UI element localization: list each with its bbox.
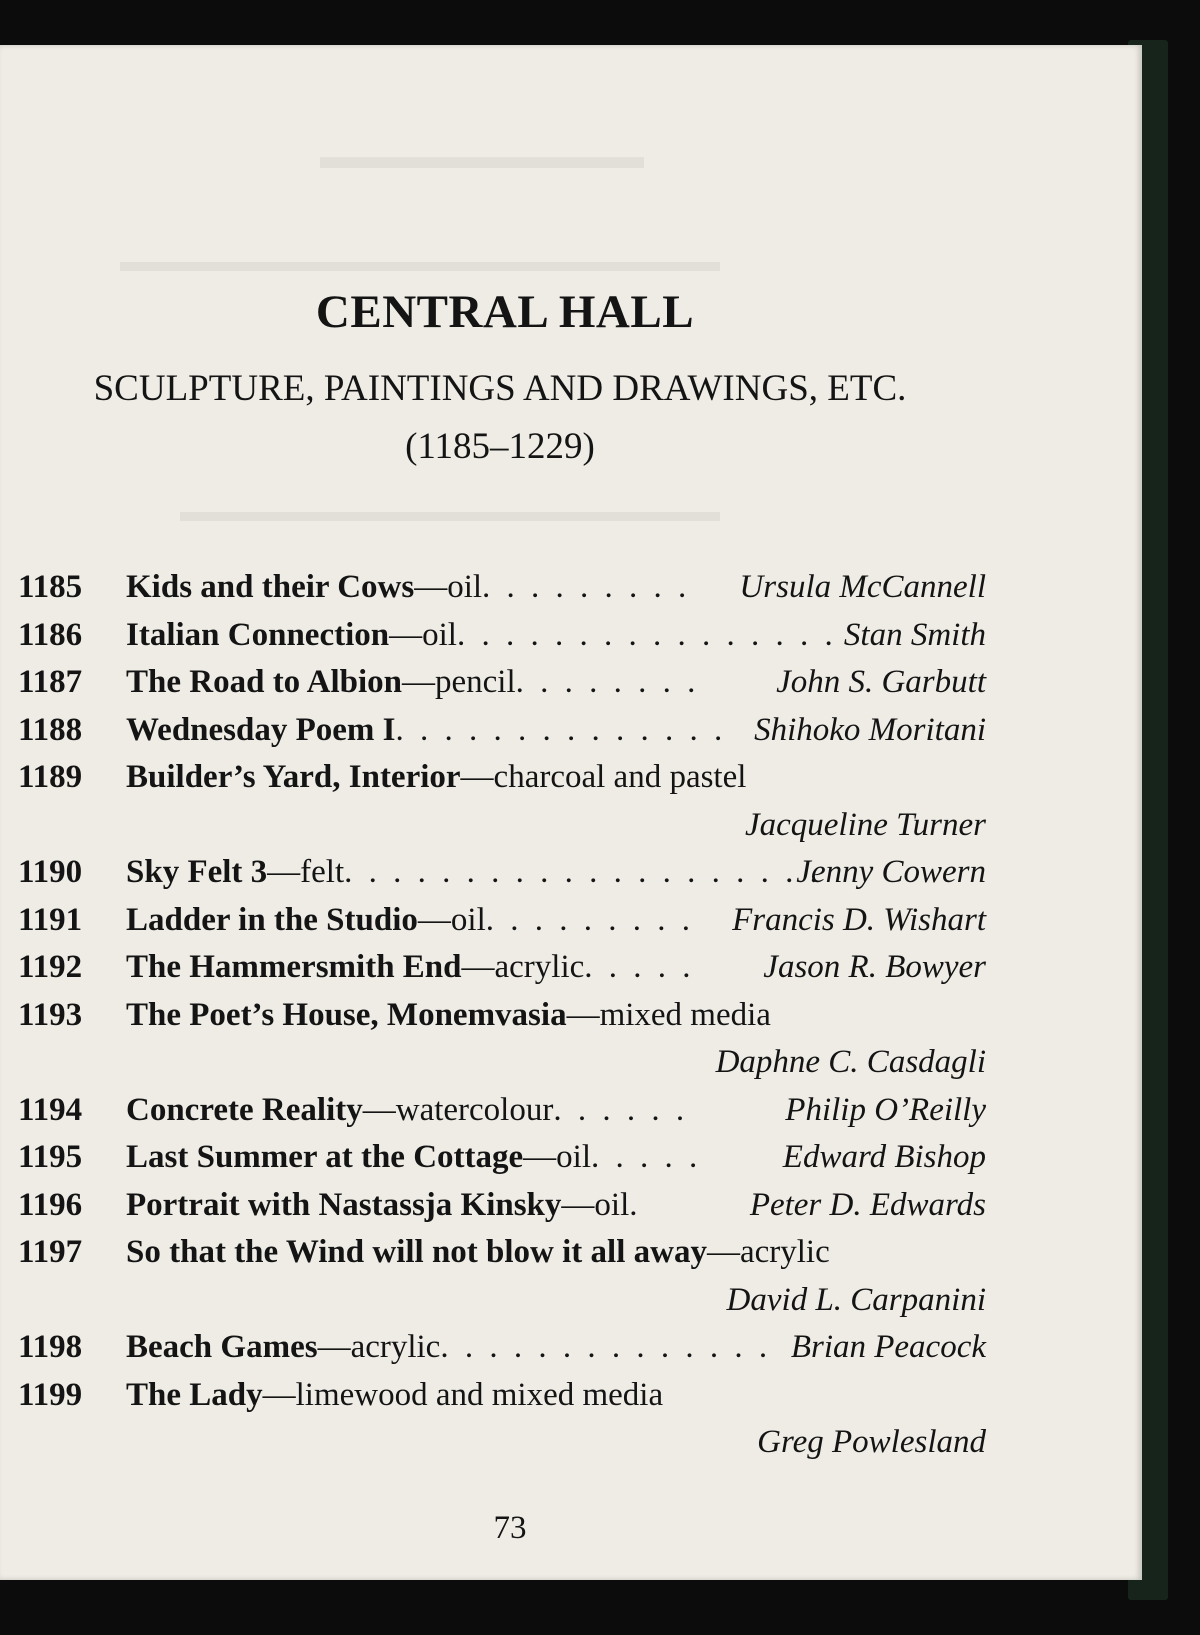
entry-number: 1185 <box>18 569 83 605</box>
entry-number: 1186 <box>18 616 83 653</box>
entry-medium: —charcoal and pastel <box>460 759 747 795</box>
entry-medium: —acrylic <box>317 1329 441 1365</box>
entry-artist: Jason R. Bowyer <box>763 949 986 985</box>
entry-medium: —oil <box>523 1139 592 1175</box>
entry-title: Kids and their Cows <box>126 569 415 605</box>
entry-title: Italian Connection <box>126 616 390 653</box>
entry-number: 1199 <box>18 1376 83 1413</box>
entry-number: 1194 <box>18 1091 83 1128</box>
entry-medium: —oil <box>389 616 457 653</box>
leader-dots: . . . . . <box>591 1139 702 1175</box>
show-through-decoration: ▬▬▬▬▬▬▬▬▬ <box>320 136 644 176</box>
entry-title: The Poet’s House, Monemvasia <box>126 996 567 1033</box>
entry-artist: Daphne C. Casdagli <box>715 1044 986 1080</box>
entry-artist: Shihoko Moritani <box>754 711 986 748</box>
entry-artist: Greg Powlesland <box>757 1424 986 1460</box>
entry-artist: Francis D. Wishart <box>732 901 986 938</box>
leader-dots: . . . . . . <box>553 1091 689 1128</box>
catalogue-range: (1185–1229) <box>405 426 595 467</box>
leader-dots: . . . . . . . . . . . . . . <box>440 1329 772 1365</box>
book-page <box>0 45 1142 1580</box>
entry-medium: —felt <box>267 854 345 890</box>
entry-artist: John S. Garbutt <box>776 664 986 700</box>
catalogue-entry <box>18 897 986 945</box>
entry-title: Last Summer at the Cottage <box>126 1139 524 1175</box>
leader-dots: . . . . . . . . . . . . . . <box>395 711 727 748</box>
entry-medium: —watercolour <box>362 1091 554 1128</box>
catalogue-entry <box>18 659 986 707</box>
catalogue-entries <box>18 564 986 1467</box>
page-title: CENTRAL HALL <box>315 286 695 338</box>
catalogue-entry <box>18 1372 986 1420</box>
entry-number: 1193 <box>18 996 83 1033</box>
entry-artist: Jacqueline Turner <box>744 806 986 843</box>
section-subtitle: SCULPTURE, PAINTINGS AND DRAWINGS, ETC. <box>93 368 907 409</box>
entry-medium: —mixed media <box>566 996 771 1033</box>
entry-number: 1192 <box>18 949 83 985</box>
catalogue-entry-continuation <box>18 802 986 850</box>
entry-title: So that the Wind will not blow it all away <box>126 1234 707 1270</box>
entry-title: The Road to Albion <box>126 664 402 700</box>
catalogue-entry-continuation <box>18 1419 986 1467</box>
entry-title: Wednesday Poem I <box>126 711 396 748</box>
catalogue-entry <box>18 992 986 1040</box>
page-number: 73 <box>493 1510 527 1546</box>
entry-artist: Jenny Cowern <box>796 854 986 890</box>
entry-artist: Philip O’Reilly <box>785 1091 986 1128</box>
entry-medium: —acrylic <box>461 949 585 985</box>
leader-dots: . . . . . . . . <box>515 664 700 700</box>
entry-medium: —oil <box>414 569 483 605</box>
entry-medium: —oil <box>417 901 486 938</box>
entry-number: 1189 <box>18 759 83 795</box>
entry-artist: David L. Carpanini <box>726 1281 986 1318</box>
catalogue-entry <box>18 754 986 802</box>
catalogue-entry-continuation <box>18 1039 986 1087</box>
entry-number: 1187 <box>18 664 83 700</box>
catalogue-entry <box>18 1229 986 1277</box>
entry-title: Sky Felt 3 <box>126 854 268 890</box>
entry-number: 1197 <box>18 1234 83 1270</box>
entry-title: Concrete Reality <box>126 1091 363 1128</box>
catalogue-entry <box>18 564 986 612</box>
show-through-decoration: ▬▬▬▬▬▬▬▬▬▬▬▬▬▬▬▬▬▬ <box>180 495 720 528</box>
entry-number: 1198 <box>18 1329 83 1365</box>
entry-title: Portrait with Nastassja Kinsky <box>126 1186 562 1223</box>
entry-number: 1195 <box>18 1139 83 1175</box>
entry-medium: —limewood and mixed media <box>262 1376 664 1413</box>
leader-dots: . . . . . . . . . <box>482 569 691 605</box>
leader-dots: . . . . . . . . . . . . . . . . . . . . <box>344 854 822 890</box>
entry-artist: Ursula McCannell <box>739 569 986 605</box>
entry-medium: —pencil <box>402 664 516 700</box>
catalogue-entry <box>18 707 986 755</box>
entry-title: The Hammersmith End <box>126 949 462 985</box>
leader-dots: . . . . . . . . . <box>485 901 694 938</box>
leader-dots: . . . . . . . . . . . . . . . . <box>456 616 837 653</box>
catalogue-entry <box>18 944 986 992</box>
catalogue-entry <box>18 849 986 897</box>
entry-number: 1191 <box>18 901 83 938</box>
catalogue-entry <box>18 1087 986 1135</box>
catalogue-entry <box>18 1182 986 1230</box>
entry-medium: —acrylic <box>706 1234 830 1270</box>
entry-title: The Lady <box>126 1376 263 1413</box>
entry-medium: —oil. <box>561 1186 638 1223</box>
catalogue-entry <box>18 612 986 660</box>
entry-number: 1196 <box>18 1186 83 1223</box>
catalogue-entry-continuation <box>18 1277 986 1325</box>
entry-artist: Peter D. Edwards <box>749 1186 986 1223</box>
entry-artist: Stan Smith <box>843 616 986 653</box>
entry-number: 1188 <box>18 711 83 748</box>
entry-artist: Edward Bishop <box>782 1139 986 1175</box>
catalogue-entry <box>18 1324 986 1372</box>
entry-artist: Brian Peacock <box>790 1329 986 1365</box>
show-through-decoration: ▬▬▬▬▬▬▬▬▬▬▬▬▬▬▬▬▬▬▬▬ <box>120 245 720 278</box>
entry-title: Builder’s Yard, Interior <box>126 759 461 795</box>
entry-title: Beach Games <box>126 1329 318 1365</box>
leader-dots: . . . . . <box>584 949 695 985</box>
entry-number: 1190 <box>18 854 83 890</box>
entry-title: Ladder in the Studio <box>126 901 418 938</box>
catalogue-entry <box>18 1134 986 1182</box>
